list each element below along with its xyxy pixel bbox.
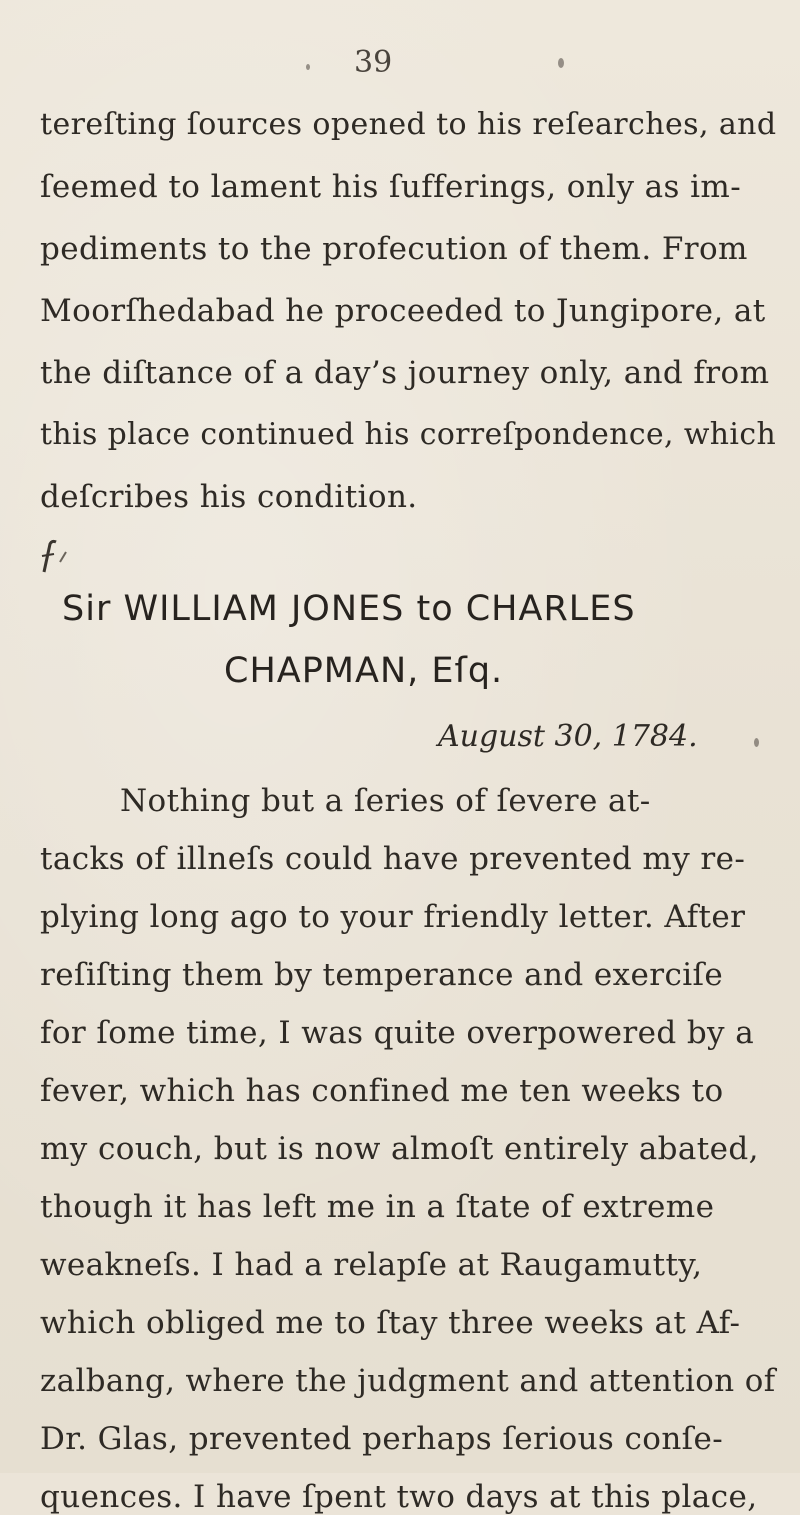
paragraph-1-line: this place continued his correſpondence, which [40, 417, 777, 452]
letter-dateline: August 30, 1784. [438, 719, 698, 754]
paragraph-2-line: zalbang, where the judgment and attention of [40, 1363, 776, 1399]
paragraph-2-line: tacks of illneſs could have prevented my re- [40, 841, 746, 877]
paragraph-2-line: weakneſs. I had a relapſe at Raugamutty, [40, 1247, 703, 1283]
ink-speck [306, 64, 310, 70]
paragraph-2-line: though it has left me in a ſtate of extreme [40, 1189, 715, 1225]
paragraph-2-line: for ſome time, I was quite overpowered by a [40, 1015, 755, 1051]
letter-heading-line-2: CHAPMAN, Eſq. [224, 651, 504, 691]
paragraph-2-line: Dr. Glas, prevented perhaps ſerious conſe- [40, 1421, 724, 1457]
paragraph-1-line: Moorſhedabad he proceeded to Jungipore, at [40, 293, 766, 329]
letter-heading-line-1: Sir WILLIAM JONES to CHARLES [62, 589, 636, 629]
paragraph-2-line: reſiſting them by temperance and exerciſe [40, 957, 724, 993]
paragraph-1-line: the diſtance of a day’s journey only, and from [40, 355, 770, 391]
paragraph-1-line: ſeemed to lament his ſufferings, only as im- [40, 169, 742, 205]
ink-speck [754, 738, 759, 747]
paragraph-2-line: plying long ago to your friendly letter. After [40, 899, 746, 935]
paragraph-1-line: pediments to the profecution of them. From [40, 231, 748, 267]
paragraph-2-line: Nothing but a ſeries of ſevere at- [120, 783, 651, 819]
paragraph-2-line: fever, which has confined me ten weeks to [40, 1073, 724, 1109]
paragraph-2-line: my couch, but is now almoſt entirely abated, [40, 1131, 759, 1167]
paragraph-2-line: which obliged me to ſtay three weeks at Af- [40, 1305, 741, 1341]
paragraph-1-line: tereſting ſources opened to his reſearches, and [40, 107, 777, 142]
paragraph-1-line: deſcribes his condition. [40, 479, 418, 515]
ink-flourish-icon [38, 538, 72, 574]
paragraph-2-line: quences. I have ſpent two days at this place, [40, 1479, 758, 1515]
page-number: 39 [354, 45, 393, 80]
ink-speck [558, 58, 564, 68]
